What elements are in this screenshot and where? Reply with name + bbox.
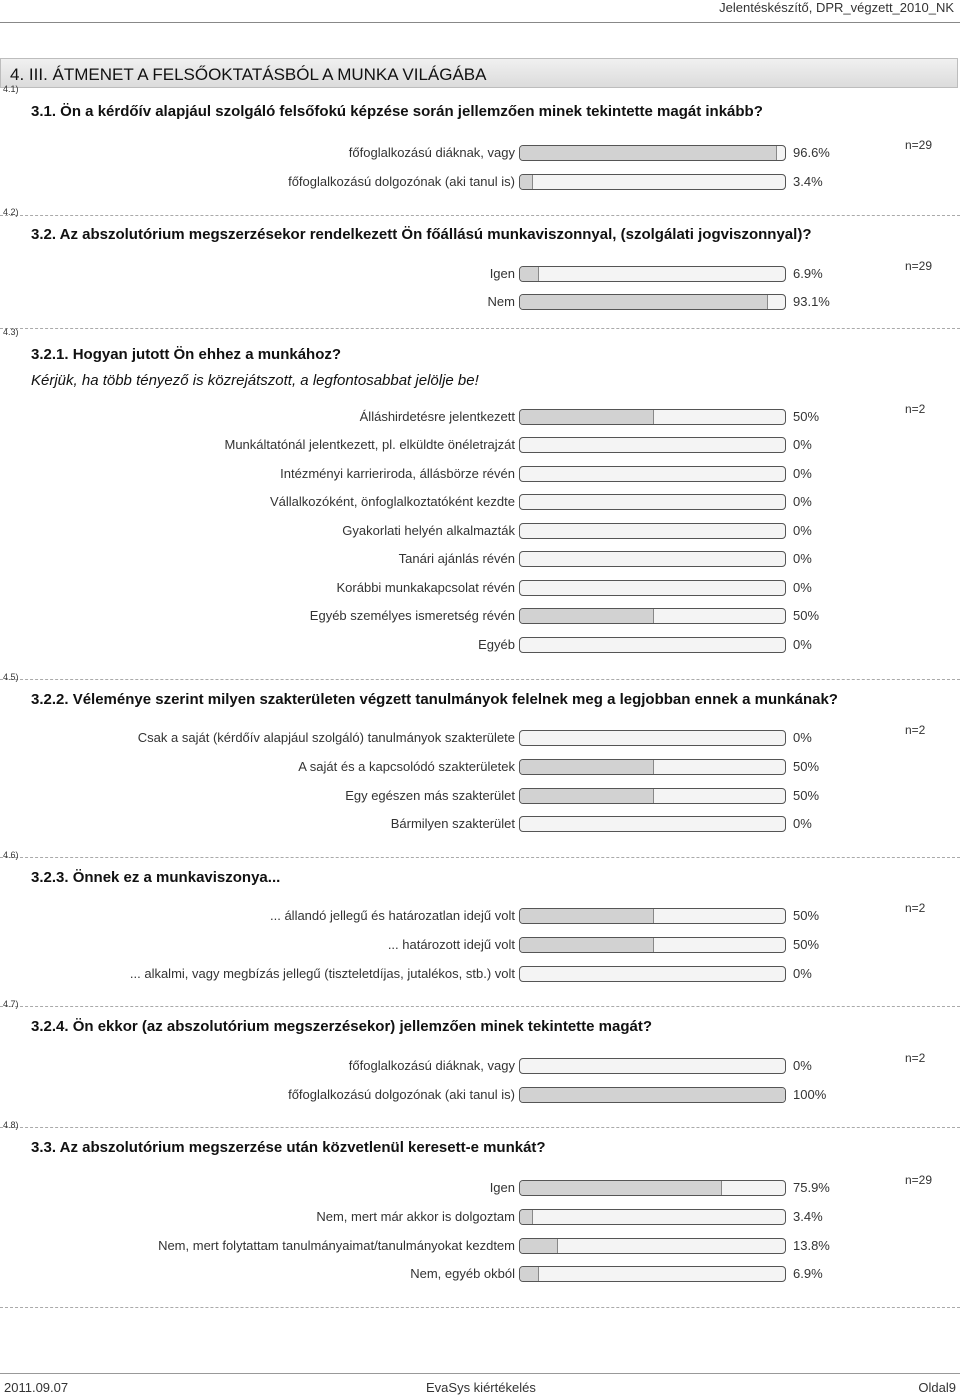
- footer-center: EvaSys kiértékelés: [426, 1380, 536, 1395]
- question-title: 3.1. Ön a kérdőív alapjául szolgáló felsőfokú képzése során jellemzően minek tekintette magát inkább?: [31, 103, 763, 120]
- answer-label: Korábbi munkakapcsolat révén: [336, 580, 515, 595]
- answer-bar-fill: [520, 909, 654, 923]
- answer-bar: [519, 730, 786, 746]
- question-title: 3.3. Az abszolutórium megszerzése után közvetlenül keresett-e munkát?: [31, 1139, 546, 1156]
- respondent-count: n=2: [905, 901, 926, 915]
- question-title: 3.2.1. Hogyan jutott Ön ehhez a munkához?: [31, 346, 342, 363]
- answer-label: Igen: [489, 1180, 515, 1195]
- answer-bar: [519, 608, 786, 624]
- answer-percent: 50%: [793, 937, 820, 952]
- answer-label: főfoglalkozású dolgozónak (aki tanul is): [288, 174, 515, 189]
- footer-divider: [0, 1373, 960, 1374]
- answer-label: Egyéb: [478, 637, 515, 652]
- answer-bar-fill: [520, 609, 654, 623]
- answer-percent: 0%: [793, 1058, 812, 1073]
- answer-bar: [519, 437, 786, 453]
- answer-label: A saját és a kapcsolódó szakterületek: [298, 759, 515, 774]
- answer-percent: 6.9%: [793, 266, 823, 281]
- header-divider: [0, 22, 960, 23]
- footer-page: Oldal9: [918, 1380, 956, 1395]
- footer-date: 2011.09.07: [4, 1380, 69, 1395]
- answer-bar-fill: [520, 789, 654, 803]
- question-divider: [0, 1006, 960, 1007]
- question-divider: [0, 1127, 960, 1128]
- answer-bar-fill: [520, 1267, 539, 1281]
- answer-label: Igen: [489, 266, 515, 281]
- answer-bar: [519, 1087, 786, 1103]
- answer-label: Álláshirdetésre jelentkezett: [359, 409, 515, 424]
- answer-bar: [519, 816, 786, 832]
- answer-bar: [519, 937, 786, 953]
- respondent-count: n=29: [905, 138, 933, 152]
- question-divider: [0, 215, 960, 216]
- question-divider: [0, 1307, 960, 1308]
- section-title: 4. III. ÁTMENET A FELSŐOKTATÁSBÓL A MUNKA VILÁGÁBA: [10, 65, 487, 84]
- answer-label: ... alkalmi, vagy megbízás jellegű (tiszteletdíjas, jutalékos, stb.) volt: [129, 966, 515, 981]
- answer-bar: [519, 1180, 786, 1196]
- question-number: 4.3): [3, 327, 19, 337]
- answer-bar-fill: [520, 146, 777, 160]
- question-divider: [0, 857, 960, 858]
- answer-percent: 50%: [793, 409, 820, 424]
- answer-bar: [519, 174, 786, 190]
- answer-label: Nem: [487, 294, 515, 309]
- question-number: 4.2): [3, 207, 19, 217]
- answer-percent: 96.6%: [793, 145, 830, 160]
- answer-percent: 75.9%: [793, 1180, 830, 1195]
- answer-percent: 0%: [793, 437, 812, 452]
- question-divider: [0, 679, 960, 680]
- respondent-count: n=29: [905, 1173, 933, 1187]
- answer-percent: 93.1%: [793, 294, 830, 309]
- answer-percent: 3.4%: [793, 174, 823, 189]
- answer-label: Gyakorlati helyén alkalmazták: [342, 523, 515, 538]
- respondent-count: n=2: [905, 1051, 926, 1065]
- question-number: 4.7): [3, 999, 19, 1009]
- question-title: 3.2.3. Önnek ez a munkaviszonya...: [31, 869, 281, 886]
- question-title: 3.2.4. Ön ekkor (az abszolutórium megszerzésekor) jellemzően minek tekintette magát?: [31, 1018, 653, 1035]
- question-subtitle: Kérjük, ha több tényező is közrejátszott, a legfontosabbat jelölje be!: [31, 372, 479, 389]
- answer-percent: 13.8%: [793, 1238, 830, 1253]
- answer-bar: [519, 1058, 786, 1074]
- answer-percent: 3.4%: [793, 1209, 823, 1224]
- answer-label: főfoglalkozású diáknak, vagy: [348, 1058, 515, 1073]
- answer-percent: 0%: [793, 551, 812, 566]
- answer-percent: 0%: [793, 730, 812, 745]
- answer-bar: [519, 294, 786, 310]
- respondent-count: n=2: [905, 402, 926, 416]
- answer-bar: [519, 637, 786, 653]
- answer-bar-fill: [520, 1210, 533, 1224]
- answer-bar: [519, 759, 786, 775]
- question-divider: [0, 328, 960, 329]
- answer-bar: [519, 1266, 786, 1282]
- answer-bar: [519, 1238, 786, 1254]
- answer-label: Nem, mert már akkor is dolgoztam: [316, 1209, 515, 1224]
- answer-percent: 0%: [793, 466, 812, 481]
- question-number: 4.6): [3, 850, 19, 860]
- answer-bar-fill: [520, 410, 654, 424]
- answer-label: Nem, egyéb okból: [410, 1266, 515, 1281]
- question-number: 4.1): [3, 84, 19, 94]
- answer-percent: 6.9%: [793, 1266, 823, 1281]
- respondent-count: n=2: [905, 723, 926, 737]
- question-title: 3.2. Az abszolutórium megszerzésekor rendelkezett Ön főállású munkaviszonnyal, (szolgálati jogviszonnyal)?: [31, 226, 812, 243]
- respondent-count: n=29: [905, 259, 933, 273]
- answer-bar: [519, 966, 786, 982]
- answer-label: Egyéb személyes ismeretség révén: [309, 608, 515, 623]
- answer-bar: [519, 1209, 786, 1225]
- answer-bar: [519, 494, 786, 510]
- answer-bar-fill: [520, 760, 654, 774]
- answer-percent: 0%: [793, 637, 812, 652]
- answer-bar-fill: [520, 1239, 558, 1253]
- section-bar: [0, 58, 958, 88]
- answer-percent: 0%: [793, 580, 812, 595]
- answer-bar: [519, 466, 786, 482]
- answer-label: főfoglalkozású dolgozónak (aki tanul is): [288, 1087, 515, 1102]
- answer-bar: [519, 580, 786, 596]
- answer-bar-fill: [520, 938, 654, 952]
- answer-percent: 0%: [793, 816, 812, 831]
- answer-bar: [519, 409, 786, 425]
- answer-label: Bármilyen szakterület: [390, 816, 515, 831]
- answer-label: Csak a saját (kérdőív alapjául szolgáló) tanulmányok szakterülete: [137, 730, 515, 745]
- question-title: 3.2.2. Véleménye szerint milyen szakterületen végzett tanulmányok felelnek meg a legjobban ennek a munkának?: [31, 691, 838, 708]
- answer-label: Egy egészen más szakterület: [345, 788, 515, 803]
- answer-bar: [519, 908, 786, 924]
- answer-percent: 50%: [793, 788, 820, 803]
- report-title: Jelentéskészítő, DPR_végzett_2010_NK: [719, 0, 954, 15]
- answer-percent: 50%: [793, 608, 820, 623]
- answer-label: ... határozott idejű volt: [387, 937, 515, 952]
- answer-label: Munkáltatónál jelentkezett, pl. elküldte önéletrajzát: [224, 437, 515, 452]
- answer-bar: [519, 523, 786, 539]
- answer-bar: [519, 266, 786, 282]
- answer-bar-fill: [520, 295, 768, 309]
- answer-bar: [519, 551, 786, 567]
- answer-label: ... állandó jellegű és határozatlan idejű volt: [270, 908, 515, 923]
- answer-bar-fill: [520, 267, 539, 281]
- question-number: 4.8): [3, 1120, 19, 1130]
- answer-percent: 0%: [793, 966, 812, 981]
- answer-percent: 50%: [793, 908, 820, 923]
- answer-percent: 50%: [793, 759, 820, 774]
- answer-bar: [519, 145, 786, 161]
- answer-label: Tanári ajánlás révén: [398, 551, 515, 566]
- answer-percent: 0%: [793, 494, 812, 509]
- answer-label: Vállalkozóként, önfoglalkoztatóként kezdte: [270, 494, 515, 509]
- answer-percent: 100%: [793, 1087, 827, 1102]
- answer-label: Intézményi karrieriroda, állásbörze révén: [280, 466, 515, 481]
- answer-bar-fill: [520, 175, 533, 189]
- answer-percent: 0%: [793, 523, 812, 538]
- answer-label: főfoglalkozású diáknak, vagy: [348, 145, 515, 160]
- question-number: 4.5): [3, 672, 19, 682]
- answer-bar: [519, 788, 786, 804]
- answer-bar-fill: [520, 1181, 722, 1195]
- answer-label: Nem, mert folytattam tanulmányaimat/tanulmányokat kezdtem: [158, 1238, 515, 1253]
- answer-bar-fill: [520, 1088, 785, 1102]
